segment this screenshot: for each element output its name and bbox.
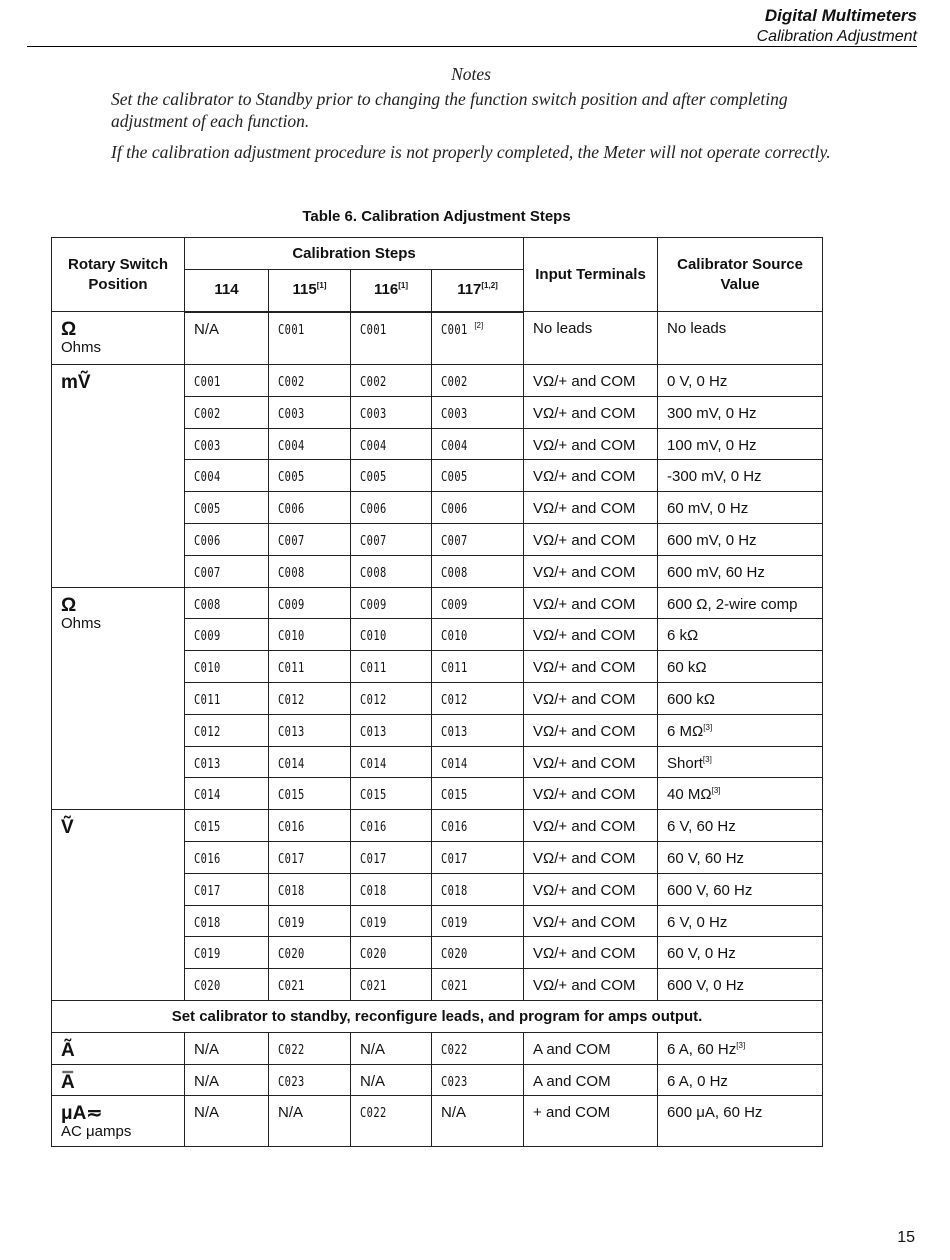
table-row — [52, 1096, 823, 1147]
cell-116: C012 — [351, 682, 432, 714]
cell-terminals: VΩ/+ and COM — [524, 396, 658, 428]
header-117: 117[1,2] — [432, 270, 524, 312]
cell-terminals: VΩ/+ and COM — [524, 523, 658, 555]
cell-116: C021 — [351, 969, 432, 1001]
cell-115: C009 — [269, 587, 351, 619]
cell-115: C002 — [269, 365, 351, 397]
cell-terminals: VΩ/+ and COM — [524, 682, 658, 714]
cell-source: 60 mV, 0 Hz — [658, 492, 823, 524]
position-cell — [52, 1032, 185, 1064]
cell-terminals: VΩ/+ and COM — [524, 937, 658, 969]
header-position: Rotary Switch Position — [52, 238, 185, 312]
cell-114: C006 — [185, 523, 269, 555]
cell-116: C013 — [351, 714, 432, 746]
cell-115: C014 — [269, 746, 351, 778]
cell-114: C014 — [185, 778, 269, 810]
cell-117: C011 — [432, 651, 524, 683]
cell-116: C001 — [351, 312, 432, 365]
position-cell: Ω Ohms — [52, 312, 185, 365]
millivolt-ac-symbol: mṼ — [61, 372, 91, 393]
cell-117: N/A — [432, 1096, 524, 1147]
cell-117: C012 — [432, 682, 524, 714]
cell-source: No leads — [658, 312, 823, 365]
cell-117: C017 — [432, 841, 524, 873]
cell-115: C018 — [269, 873, 351, 905]
cell-source: 6 kΩ — [658, 619, 823, 651]
cell-115: C022 — [269, 1032, 351, 1064]
position-cell: Ω Ohms — [52, 587, 185, 810]
cell-117: C007 — [432, 523, 524, 555]
cell-source: -300 mV, 0 Hz — [658, 460, 823, 492]
cell-terminals: VΩ/+ and COM — [524, 873, 658, 905]
cell-116: C005 — [351, 460, 432, 492]
cell-114: C008 — [185, 587, 269, 619]
cell-terminals: VΩ/+ and COM — [524, 810, 658, 842]
cell-115: C015 — [269, 778, 351, 810]
cell-114: C019 — [185, 937, 269, 969]
cell-source: 600 V, 60 Hz — [658, 873, 823, 905]
cell-114: C004 — [185, 460, 269, 492]
cell-116: C020 — [351, 937, 432, 969]
position-cell — [52, 365, 185, 588]
ohm-symbol: Ω — [61, 319, 77, 340]
table-row — [52, 587, 823, 619]
calibration-table — [51, 237, 823, 1147]
cell-115: C012 — [269, 682, 351, 714]
cell-117: C022 — [432, 1032, 524, 1064]
header-114: 114 — [185, 270, 269, 312]
amps-dc-symbol: A̿ — [61, 1071, 75, 1093]
cell-114: N/A — [185, 1096, 269, 1147]
cell-117: C004 — [432, 428, 524, 460]
cell-source: 60 kΩ — [658, 651, 823, 683]
cell-terminals: VΩ/+ and COM — [524, 778, 658, 810]
cell-114: C007 — [185, 555, 269, 587]
cell-115: C010 — [269, 619, 351, 651]
table-caption: Table 6. Calibration Adjustment Steps — [302, 208, 571, 225]
cell-source: 600 μA, 60 Hz — [658, 1096, 823, 1147]
cell-source: 60 V, 60 Hz — [658, 841, 823, 873]
cell-114: C009 — [185, 619, 269, 651]
notes-title: Notes — [451, 64, 491, 84]
position-cell: μA≂ AC μamps — [52, 1096, 185, 1147]
cell-source: 600 mV, 60 Hz — [658, 555, 823, 587]
cell-terminals: VΩ/+ and COM — [524, 619, 658, 651]
cell-115: C004 — [269, 428, 351, 460]
cell-117: C010 — [432, 619, 524, 651]
table-row — [52, 312, 823, 365]
cell-terminals: VΩ/+ and COM — [524, 492, 658, 524]
cell-117: C009 — [432, 587, 524, 619]
cell-terminals: + and COM — [524, 1096, 658, 1147]
cell-terminals: VΩ/+ and COM — [524, 460, 658, 492]
cell-117: C002 — [432, 365, 524, 397]
header-subtitle: Calibration Adjustment — [756, 28, 917, 45]
cell-114: C015 — [185, 810, 269, 842]
header-title: Digital Multimeters — [764, 6, 917, 25]
cell-117: C018 — [432, 873, 524, 905]
cell-terminals: VΩ/+ and COM — [524, 555, 658, 587]
cell-116: C004 — [351, 428, 432, 460]
header-rule — [27, 46, 917, 47]
header-calibration-steps: Calibration Steps — [185, 238, 524, 270]
position-cell — [52, 1064, 185, 1096]
cell-terminals: No leads — [524, 312, 658, 365]
amps-separator-note: Set calibrator to standby, reconfigure leads, and program for amps output. — [52, 1000, 823, 1032]
table-row-separator — [52, 1000, 823, 1032]
cell-114: C017 — [185, 873, 269, 905]
cell-116: C002 — [351, 365, 432, 397]
cell-115: C013 — [269, 714, 351, 746]
cell-116: C007 — [351, 523, 432, 555]
cell-114: N/A — [185, 312, 269, 365]
cell-115: N/A — [269, 1096, 351, 1147]
cell-116: C022 — [351, 1096, 432, 1147]
cell-117: C021 — [432, 969, 524, 1001]
notes-block — [111, 63, 831, 172]
cell-116: C011 — [351, 651, 432, 683]
amps-ac-symbol: Ã — [61, 1039, 75, 1061]
cell-source: 600 mV, 0 Hz — [658, 523, 823, 555]
header-115: 115[1] — [269, 270, 351, 312]
cell-116: N/A — [351, 1064, 432, 1096]
cell-114: C012 — [185, 714, 269, 746]
cell-116: C008 — [351, 555, 432, 587]
cell-114: C018 — [185, 905, 269, 937]
cell-114: C005 — [185, 492, 269, 524]
cell-115: C021 — [269, 969, 351, 1001]
cell-114: C013 — [185, 746, 269, 778]
cell-source: 40 MΩ[3] — [658, 778, 823, 810]
microamps-symbol: μA≂ — [61, 1103, 103, 1125]
cell-116: C016 — [351, 810, 432, 842]
cell-terminals: VΩ/+ and COM — [524, 969, 658, 1001]
cell-114: C016 — [185, 841, 269, 873]
cell-117: C001 [2] — [432, 312, 524, 365]
position-cell — [52, 810, 185, 1001]
header-116: 116[1] — [351, 270, 432, 312]
cell-117: C006 — [432, 492, 524, 524]
cell-117: C014 — [432, 746, 524, 778]
running-header — [757, 5, 917, 47]
cell-115: C016 — [269, 810, 351, 842]
cell-source: 0 V, 0 Hz — [658, 365, 823, 397]
header-input-terminals: Input Terminals — [524, 238, 658, 312]
cell-source: 6 V, 60 Hz — [658, 810, 823, 842]
cell-source: 600 V, 0 Hz — [658, 969, 823, 1001]
cell-115: C005 — [269, 460, 351, 492]
table-row — [52, 1032, 823, 1064]
cell-117: C020 — [432, 937, 524, 969]
cell-116: C003 — [351, 396, 432, 428]
cell-source: 6 A, 0 Hz — [658, 1064, 823, 1096]
cell-terminals: VΩ/+ and COM — [524, 841, 658, 873]
cell-117: C013 — [432, 714, 524, 746]
header-source-value: Calibrator Source Value — [658, 238, 823, 312]
cell-114: C002 — [185, 396, 269, 428]
cell-117: C015 — [432, 778, 524, 810]
cell-114: C020 — [185, 969, 269, 1001]
cell-114: C011 — [185, 682, 269, 714]
ohm-symbol: Ω — [61, 594, 77, 616]
cell-117: C019 — [432, 905, 524, 937]
cell-114: N/A — [185, 1032, 269, 1064]
cell-terminals: VΩ/+ and COM — [524, 905, 658, 937]
cell-terminals: A and COM — [524, 1032, 658, 1064]
cell-source: Short[3] — [658, 746, 823, 778]
volt-ac-symbol: Ṽ — [61, 817, 74, 839]
cell-source: 60 V, 0 Hz — [658, 937, 823, 969]
cell-source: 6 MΩ[3] — [658, 714, 823, 746]
cell-115: C001 — [269, 312, 351, 365]
cell-terminals: VΩ/+ and COM — [524, 587, 658, 619]
cell-115: C017 — [269, 841, 351, 873]
cell-117: C023 — [432, 1064, 524, 1096]
cell-terminals: VΩ/+ and COM — [524, 365, 658, 397]
cell-117: C016 — [432, 810, 524, 842]
cell-117: C005 — [432, 460, 524, 492]
cell-source: 600 kΩ — [658, 682, 823, 714]
cell-source: 6 V, 0 Hz — [658, 905, 823, 937]
cell-terminals: A and COM — [524, 1064, 658, 1096]
cell-116: C018 — [351, 873, 432, 905]
cell-115: C011 — [269, 651, 351, 683]
cell-source: 100 mV, 0 Hz — [658, 428, 823, 460]
cell-115: C023 — [269, 1064, 351, 1096]
cell-115: C007 — [269, 523, 351, 555]
cell-115: C020 — [269, 937, 351, 969]
cell-114: N/A — [185, 1064, 269, 1096]
cell-116: C017 — [351, 841, 432, 873]
cell-117: C003 — [432, 396, 524, 428]
cell-115: C006 — [269, 492, 351, 524]
cell-117: C008 — [432, 555, 524, 587]
table-row — [52, 1064, 823, 1096]
cell-116: C006 — [351, 492, 432, 524]
cell-116: C019 — [351, 905, 432, 937]
page-number: 15 — [897, 1229, 915, 1246]
cell-116: C009 — [351, 587, 432, 619]
note-paragraph: If the calibration adjustment procedure is not properly completed, the Meter will not operate correctly. — [111, 142, 831, 162]
cell-116: C014 — [351, 746, 432, 778]
table-row — [52, 810, 823, 842]
cell-114: C003 — [185, 428, 269, 460]
cell-116: C015 — [351, 778, 432, 810]
cell-terminals: VΩ/+ and COM — [524, 428, 658, 460]
cell-116: C010 — [351, 619, 432, 651]
cell-116: N/A — [351, 1032, 432, 1064]
cell-terminals: VΩ/+ and COM — [524, 651, 658, 683]
cell-terminals: VΩ/+ and COM — [524, 746, 658, 778]
table-row — [52, 365, 823, 397]
note-paragraph: Set the calibrator to Standby prior to changing the function switch position and after completing adjustment of each function. — [111, 89, 788, 131]
cell-114: C010 — [185, 651, 269, 683]
cell-terminals: VΩ/+ and COM — [524, 714, 658, 746]
cell-source: 6 A, 60 Hz[3] — [658, 1032, 823, 1064]
cell-115: C008 — [269, 555, 351, 587]
cell-source: 600 Ω, 2-wire comp — [658, 587, 823, 619]
cell-source: 300 mV, 0 Hz — [658, 396, 823, 428]
cell-114: C001 — [185, 365, 269, 397]
cell-115: C019 — [269, 905, 351, 937]
cell-115: C003 — [269, 396, 351, 428]
